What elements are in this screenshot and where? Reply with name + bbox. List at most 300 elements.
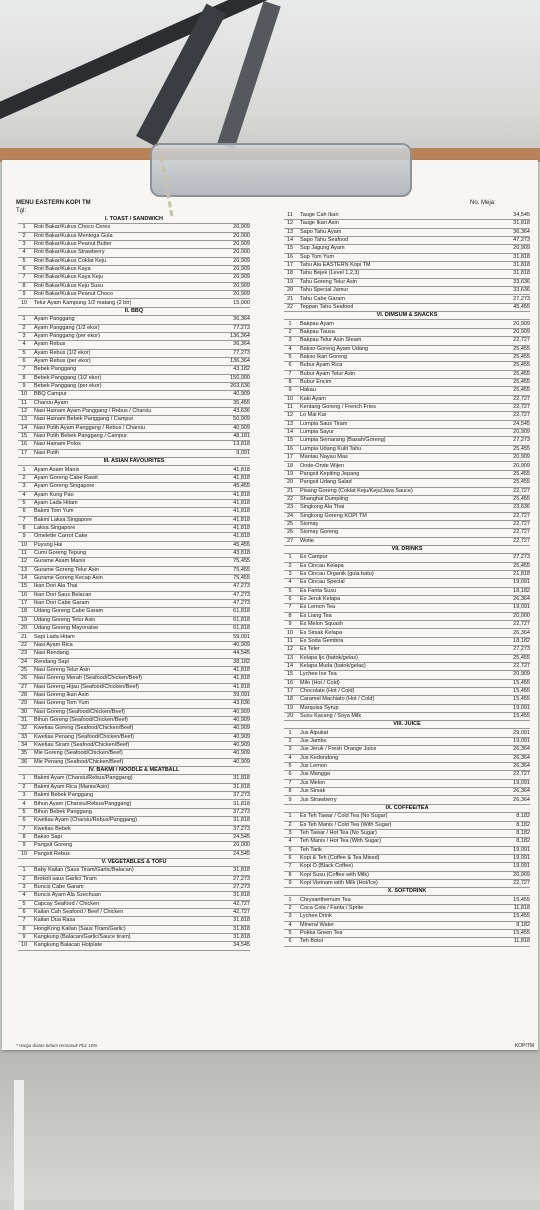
menu-item-number: 20: [286, 713, 294, 719]
menu-item-row: [18, 941, 250, 950]
menu-item-name: Bakpau Tausa: [300, 328, 335, 335]
menu-item-price: 22,727: [513, 395, 530, 402]
menu-item-number: 5: [288, 587, 292, 594]
menu-item-number: 16: [286, 445, 294, 452]
menu-item-number: 8: [22, 524, 26, 531]
menu-item-number: 5: [22, 808, 26, 815]
menu-item-name: Kwetiau Bebek: [34, 825, 71, 832]
menu-item-name: Kopi & Teh (Coffee & Tea Mixed): [300, 854, 380, 861]
menu-item-price: 43,182: [233, 366, 250, 373]
menu-item-name: Lumpia Saus Tiram: [300, 420, 348, 427]
menu-item-price: 39,091: [233, 691, 250, 698]
menu-item-number: 26: [20, 675, 28, 682]
menu-item-number: 4: [288, 579, 292, 586]
menu-item-price: 37,273: [233, 792, 250, 799]
menu-item-price: 31,818: [233, 892, 250, 899]
menu-item-price: 31,818: [233, 934, 250, 941]
menu-item-name: Coca Cola / Fanta / Sprite: [300, 905, 364, 912]
menu-item-price: 26,364: [513, 796, 530, 803]
menu-item-name: Sup Jagung Ayam: [300, 245, 345, 252]
menu-item-price: 15,455: [513, 687, 530, 694]
menu-item-name: Kelapa Ijo (batok/gelas): [300, 654, 358, 661]
menu-item-name: BBQ Campur: [34, 391, 67, 398]
menu-item-price: 22,727: [513, 404, 530, 411]
menu-item-price: 20,909: [233, 282, 250, 289]
menu-item-price: 8,182: [516, 821, 530, 828]
menu-item-name: Kopi O (Black Coffee): [300, 863, 354, 870]
menu-item-price: 25,455: [513, 362, 530, 369]
menu-item-name: Siomay Goreng: [300, 529, 339, 536]
menu-item-name: Kailan Dua Rasa: [34, 917, 76, 924]
menu-item-number: 1: [288, 320, 292, 327]
menu-item-name: Telur Ayam Kampung 1/2 matang (2 btr): [34, 299, 132, 306]
menu-item-price: 31,818: [233, 775, 250, 782]
menu-item-name: Wotie: [300, 537, 314, 544]
menu-item-name: Laksa Singapore: [34, 524, 76, 531]
menu-item-name: Udang Goreng Telur Asin: [34, 616, 96, 623]
menu-item-number: 4: [288, 754, 292, 761]
menu-item-number: 24: [20, 658, 28, 665]
menu-item-number: 2: [288, 905, 292, 912]
menu-item-price: 31,818: [233, 917, 250, 924]
menu-item-number: 14: [20, 575, 28, 582]
menu-item-name: Jus Strawberry: [300, 796, 337, 803]
menu-item-price: 20,909: [513, 320, 530, 327]
menu-item-number: 2: [288, 738, 292, 745]
menu-item-number: 10: [286, 395, 294, 402]
menu-item-price: 26,364: [513, 596, 530, 603]
menu-item-name: Udang Goreng Cabe Garam: [34, 608, 104, 615]
menu-item-name: Ayam Rebus (1/2 ekor): [34, 349, 91, 356]
menu-item-name: Milo (Hot / Cold): [300, 679, 340, 686]
menu-item-name: Nasi Rendang: [34, 650, 69, 657]
menu-item-number: 9: [22, 934, 26, 941]
menu-item-name: Susu Kacang / Soya Milk: [300, 713, 362, 719]
menu-item-number: 19: [286, 278, 294, 285]
menu-item-name: Nasi Goreng (Seafood/Chicken/Beef): [34, 708, 125, 715]
menu-item-name: Pangsit Goreng: [34, 842, 73, 849]
menu-item-price: 23,636: [513, 504, 530, 511]
menu-item-number: 12: [20, 408, 28, 415]
menu-item-price: 41,818: [233, 533, 250, 540]
menu-item-number: 4: [22, 249, 26, 256]
menu-item-number: 10: [286, 629, 294, 636]
menu-item-name: Pisang Goreng (Coklat Keju/Keju/Java Sauce): [300, 487, 413, 494]
menu-item-number: 10: [20, 391, 28, 398]
menu-item-name: Mineral Water: [300, 921, 335, 928]
menu-item-price: 20,909: [233, 266, 250, 273]
menu-item-price: 25,455: [513, 370, 530, 377]
menu-item-number: 5: [288, 353, 292, 360]
background-floor: [0, 1050, 540, 1200]
menu-item-price: 50,909: [233, 416, 250, 423]
menu-item-price: 25,455: [513, 445, 530, 452]
menu-item-name: Kangkung (Balacan/Garlic/Sauce tiram): [34, 934, 131, 941]
menu-item-name: Kwetiau Goreng (Seafood/Chicken/Beef): [34, 725, 134, 732]
menu-item-name: Jus Jeruk / Fresh Orange Juice: [300, 746, 377, 753]
section-heading: VI. DIMSUM & SNACKS: [284, 311, 530, 320]
menu-item-price: 40,909: [233, 733, 250, 740]
menu-item-name: Rendang Sapi: [34, 658, 69, 665]
menu-item-name: Tauge Cah Ikan: [300, 212, 339, 218]
menu-item-name: Omelette Carrot Cake: [34, 533, 88, 540]
menu-item-number: 13: [20, 416, 28, 423]
menu-item-number: 8: [288, 788, 292, 795]
menu-item-number: 8: [288, 871, 292, 878]
menu-item-number: 2: [22, 324, 26, 331]
menu-item-price: 34,545: [513, 212, 530, 218]
menu-item-name: Jus Jambu: [300, 738, 327, 745]
menu-item-name: Roti Bakar/Kukus Peanut Butter: [34, 241, 112, 248]
menu-item-price: 15,455: [513, 896, 530, 903]
menu-item-number: 9: [22, 383, 26, 389]
menu-item-price: 36,364: [513, 228, 530, 235]
menu-item-name: Pangsit Rebus: [34, 850, 70, 857]
menu-item-number: 29: [20, 700, 28, 707]
menu-item-price: 19,091: [513, 604, 530, 611]
menu-item-name: Nasi Ayam Rica: [34, 641, 73, 648]
menu-item-price: 22,727: [513, 880, 530, 886]
menu-item-name: Chrysanthemum Tea: [300, 896, 351, 903]
menu-item-name: Kopi Vietnam with Milk (Hot/Ice): [300, 880, 378, 886]
menu-item-number: 9: [288, 880, 292, 886]
clipboard-clip: [150, 143, 412, 197]
menu-item-price: 27,273: [513, 646, 530, 653]
menu-item-price: 37,273: [233, 825, 250, 832]
menu-item-price: 27,273: [513, 295, 530, 302]
menu-item-price: 40,909: [233, 641, 250, 648]
menu-item-name: Bakpau Ayam: [300, 320, 334, 327]
menu-item-name: Bakmi Ayam (Charsiu/Rebus/Panggang): [34, 775, 133, 782]
menu-item-name: Kopi Susu (Coffee with Milk): [300, 871, 369, 878]
menu-item-number: 6: [288, 362, 292, 369]
section-heading: VII. DRINKS: [284, 545, 530, 554]
menu-item-price: 41,818: [233, 675, 250, 682]
menu-item-price: 43,818: [233, 550, 250, 556]
menu-item-number: 1: [22, 224, 26, 231]
menu-item-name: Kaki Ayam: [300, 395, 326, 402]
menu-item-number: 23: [286, 504, 294, 511]
menu-item-name: Nasi Hainam Polos: [34, 441, 81, 448]
section-heading: I. TOAST / SANDWICH: [18, 215, 250, 224]
menu-item-number: 6: [22, 909, 26, 916]
menu-item-number: 25: [286, 520, 294, 527]
menu-item-name: Bubur Encim: [300, 379, 332, 385]
menu-item-number: 4: [22, 892, 26, 899]
menu-item-number: 16: [286, 679, 294, 686]
menu-item-price: 45,455: [233, 483, 250, 490]
menu-item-price: 8,182: [516, 813, 530, 820]
menu-item-number: 34: [20, 742, 28, 749]
menu-item-price: 31,818: [513, 253, 530, 260]
menu-item-price: 15,455: [513, 679, 530, 686]
menu-item-number: 1: [288, 729, 292, 736]
menu-item-price: 19,091: [513, 846, 530, 853]
menu-item-name: Bebek Panggang: [34, 366, 77, 373]
menu-item-price: 20,000: [513, 612, 530, 619]
menu-item-number: 8: [22, 925, 26, 932]
menu-item-price: 15,455: [513, 713, 530, 719]
menu-item-price: 25,455: [513, 353, 530, 360]
menu-item-name: Nasi Putih: [34, 449, 60, 456]
menu-item-name: Kentang Goreng / French Fries: [300, 404, 376, 411]
menu-item-number: 13: [20, 566, 28, 573]
menu-item-number: 28: [20, 691, 28, 698]
menu-item-name: Es Teh Tawar / Cold Tea (No Sugar): [300, 813, 388, 820]
menu-item-price: 19,091: [513, 779, 530, 786]
menu-item-number: 3: [288, 829, 292, 836]
menu-item-name: Nasi Putih Ayam Panggang / Rebus / Charsiu: [34, 424, 145, 431]
menu-item-price: 47,273: [513, 237, 530, 244]
menu-item-price: 47,273: [233, 600, 250, 607]
chair-leg: [14, 1080, 24, 1210]
menu-item-price: 41,818: [233, 516, 250, 523]
menu-item-name: Puyung Hai: [34, 541, 63, 548]
menu-item-name: Gurame Goreng Kecap Asin: [34, 575, 103, 582]
menu-item-name: Ayam Goreng Cabe Rawit: [34, 474, 98, 481]
menu-item-number: 18: [286, 462, 294, 469]
menu-item-number: 11: [21, 399, 27, 406]
menu-item-price: 22,727: [513, 537, 530, 544]
menu-item-number: 4: [22, 491, 26, 498]
menu-item-number: 18: [286, 696, 294, 703]
menu-item-price: 150,000: [230, 374, 250, 381]
menu-item-number: 15: [286, 437, 294, 444]
menu-item-price: 22,727: [513, 520, 530, 527]
menu-item-number: 7: [288, 779, 292, 786]
menu-item-number: 4: [22, 800, 26, 807]
menu-item-name: Bakso Ikan Goreng: [300, 353, 348, 360]
menu-item-number: 17: [286, 687, 294, 694]
menu-item-price: 40,909: [233, 708, 250, 715]
menu-item-price: 35,455: [233, 399, 250, 406]
menu-item-price: 45,455: [513, 303, 530, 310]
menu-item-price: 36,364: [233, 316, 250, 323]
menu-item-name: Tahu Bejek (Level 1,2,3): [300, 270, 360, 277]
menu-item-number: 17: [20, 449, 28, 456]
menu-item-number: 5: [288, 846, 292, 853]
menu-item-price: 40,909: [233, 750, 250, 757]
menu-item-row: [284, 937, 530, 946]
menu-item-number: 1: [22, 466, 26, 473]
menu-item-number: 14: [286, 429, 294, 436]
menu-item-number: 1: [288, 813, 292, 820]
menu-item-price: 24,545: [513, 420, 530, 427]
menu-item-name: Es Soda Gembira: [300, 637, 344, 644]
menu-item-price: 20,909: [513, 462, 530, 469]
menu-item-number: 13: [286, 420, 294, 427]
menu-item-number: 10: [20, 850, 28, 857]
menu-item-number: 8: [22, 833, 26, 840]
menu-item-name: Bihun Bebek Panggang: [34, 808, 92, 815]
menu-item-price: 44,545: [233, 650, 250, 657]
menu-item-name: Buncis Ayam Ala Szechuan: [34, 892, 101, 899]
menu-item-name: Teh Manis / Hot Tea (With Sugar): [300, 838, 381, 845]
menu-item-name: Ayam Panggang (per ekor): [34, 332, 100, 339]
menu-item-name: Nasi Goreng Hijau (Seafood/Chicken/Beef): [34, 683, 139, 690]
menu-item-name: Bihun Goreng (Seafood/Chicken/Beef): [34, 717, 128, 723]
menu-item-number: 6: [288, 938, 292, 945]
menu-item-number: 16: [286, 253, 294, 260]
menu-item-number: 3: [288, 571, 292, 578]
menu-item-number: 18: [286, 270, 294, 277]
menu-item-price: 29,091: [513, 729, 530, 736]
menu-item-number: 21: [286, 487, 294, 494]
menu-item-number: 3: [22, 792, 26, 799]
menu-item-number: 9: [22, 291, 26, 298]
menu-item-price: 40,909: [233, 742, 250, 749]
menu-item-number: 6: [22, 817, 26, 824]
menu-item-number: 8: [22, 374, 26, 381]
menu-item-price: 47,273: [233, 591, 250, 598]
menu-item-number: 9: [288, 621, 292, 628]
menu-item-price: 20,909: [233, 224, 250, 231]
menu-item-name: Jus Alpukat: [300, 729, 329, 736]
menu-item-number: 3: [22, 884, 26, 890]
menu-item-name: Teh Tarik: [300, 846, 322, 853]
menu-item-number: 7: [288, 863, 292, 870]
menu-item-price: 31,818: [233, 783, 250, 790]
menu-item-price: 31,818: [513, 270, 530, 277]
menu-item-price: 33,636: [513, 287, 530, 294]
menu-item-price: 31,818: [233, 800, 250, 807]
menu-item-price: 40,909: [233, 424, 250, 431]
menu-item-name: Bakmi Laksa Singapore: [34, 516, 93, 523]
menu-item-name: Jus Kedondong: [300, 754, 339, 761]
menu-item-number: 3: [288, 337, 292, 344]
menu-item-name: Mie Penang (Seafood/Chicken/Beef): [34, 758, 124, 765]
menu-item-price: 26,364: [513, 788, 530, 795]
menu-item-price: 22,727: [513, 512, 530, 519]
menu-item-name: Ayam Goreng Singapore: [34, 483, 95, 490]
menu-item-number: 27: [286, 537, 294, 544]
menu-item-price: 20,909: [233, 274, 250, 281]
menu-item-number: 5: [288, 763, 292, 770]
menu-item-number: 15: [20, 583, 28, 590]
menu-item-price: 31,818: [513, 220, 530, 227]
menu-item-name: Buncis Cabe Garam: [34, 884, 84, 890]
section-heading: VIII. JUICE: [284, 720, 530, 729]
menu-item-name: Sapo Tahu Ayam: [300, 228, 342, 235]
menu-item-number: 12: [20, 558, 28, 565]
menu-item-number: 26: [286, 529, 294, 536]
menu-item-number: 15: [286, 671, 294, 678]
menu-item-number: 2: [288, 562, 292, 569]
menu-item-name: Roti Bakar/Kukus Kaya Keju: [34, 274, 104, 281]
menu-item-name: Lumpia Sayur: [300, 429, 334, 436]
menu-item-price: 136,364: [230, 332, 250, 339]
menu-item-number: 15: [20, 433, 28, 440]
menu-item-price: 20,000: [233, 232, 250, 239]
menu-item-number: 13: [286, 228, 294, 235]
menu-item-price: 41,818: [233, 683, 250, 690]
menu-item-number: 14: [286, 237, 294, 244]
menu-item-price: 19,091: [513, 854, 530, 861]
menu-item-name: Ayam Panggang (1/2 ekor): [34, 324, 100, 331]
menu-item-name: Es Fanta Susu: [300, 587, 337, 594]
menu-item-name: Baby Kailan (Saus Tiram/Garlic/Balacan): [34, 867, 134, 874]
menu-item-price: 25,455: [513, 479, 530, 486]
menu-item-price: 22,727: [513, 662, 530, 669]
menu-item-price: 22,727: [513, 412, 530, 419]
menu-item-number: 3: [22, 241, 26, 248]
menu-item-number: 4: [288, 838, 292, 845]
menu-item-price: 36,364: [233, 341, 250, 348]
menu-item-name: Roti Bakar/Kukus Kaya: [34, 266, 91, 273]
section-heading: IX. COFFEE/TEA: [284, 804, 530, 813]
menu-item-name: Es Teh Manis / Cold Tea (With Sugar): [300, 821, 392, 828]
menu-item-name: Mantau Nayau Mas: [300, 454, 348, 461]
menu-item-name: Nasi Goreng Merah (Seafood/Chicken/Beef): [34, 675, 142, 682]
menu-item-number: 6: [288, 771, 292, 778]
menu-item-price: 136,364: [230, 357, 250, 364]
menu-item-number: 22: [286, 495, 294, 502]
menu-item-name: Singkong Ala Thai: [300, 504, 345, 511]
menu-item-price: 42,727: [233, 909, 250, 916]
menu-item-number: 19: [286, 470, 294, 477]
brand-mark: KOPITM: [514, 1043, 534, 1049]
menu-item-price: 20,909: [513, 328, 530, 335]
menu-item-name: Roti Bakar/Kukus Strawberry: [34, 249, 105, 256]
menu-item-price: 20,909: [513, 429, 530, 436]
menu-item-name: Tahu Cabe Garam: [300, 295, 345, 302]
menu-item-price: 20,909: [233, 257, 250, 264]
menu-item-number: 2: [22, 474, 26, 481]
menu-item-number: 11: [287, 212, 293, 218]
menu-item-price: 40,909: [233, 717, 250, 723]
menu-item-name: Roti Bakar/Kukus Coklat Keju: [34, 257, 107, 264]
menu-item-name: Sapi Lada Hitam: [34, 633, 75, 640]
menu-item-name: Ayam Kung Pao: [34, 491, 74, 498]
section-heading: III. ASIAN FAVOURITES: [18, 457, 250, 466]
menu-item-name: Brokoli saus Garlic/ Tiram: [34, 875, 97, 882]
menu-item-price: 26,364: [513, 746, 530, 753]
menu-item-price: 8,182: [516, 838, 530, 845]
section-heading: IV. BAKMI / NOODLE & MEATBALL: [18, 766, 250, 775]
menu-item-number: 36: [20, 758, 28, 765]
menu-item-price: 42,727: [233, 900, 250, 907]
menu-item-price: 20,909: [513, 454, 530, 461]
menu-item-price: 31,818: [513, 262, 530, 269]
menu-item-price: 15,455: [513, 696, 530, 703]
menu-item-number: 14: [286, 662, 294, 669]
menu-item-price: 41,818: [233, 474, 250, 481]
menu-item-price: 75,455: [233, 566, 250, 573]
menu-item-name: Es Teler: [300, 646, 320, 653]
menu-item-price: 75,455: [233, 558, 250, 565]
menu-item-name: Bebek Panggang (per ekor): [34, 383, 102, 389]
menu-item-number: 10: [20, 299, 28, 306]
menu-item-name: Pokka Green Tea: [300, 930, 343, 937]
menu-item-name: Es Melon Squash: [300, 621, 344, 628]
menu-item-name: Sup Tom Yum: [300, 253, 335, 260]
menu-item-name: Es Campur: [300, 554, 328, 561]
menu-item-price: 41,818: [233, 508, 250, 515]
menu-item-price: 26,364: [513, 754, 530, 761]
menu-item-name: Jus Sirsak: [300, 788, 326, 795]
section-heading: II. BBQ: [18, 307, 250, 316]
menu-item-name: Ikan Dori Saus Belacan: [34, 591, 92, 598]
menu-item-price: 21,818: [513, 571, 530, 578]
menu-item-number: 3: [288, 746, 292, 753]
menu-item-number: 16: [20, 441, 28, 448]
menu-item-price: 33,636: [513, 278, 530, 285]
menu-item-number: 8: [288, 612, 292, 619]
menu-item-name: Pangsit Udang Salad: [300, 479, 352, 486]
menu-item-name: Roti Bakar/Kukus Peanut Choco: [34, 291, 113, 298]
menu-item-name: Kangkung Balacan Hotplate: [34, 942, 103, 949]
menu-item-price: 25,455: [513, 345, 530, 352]
